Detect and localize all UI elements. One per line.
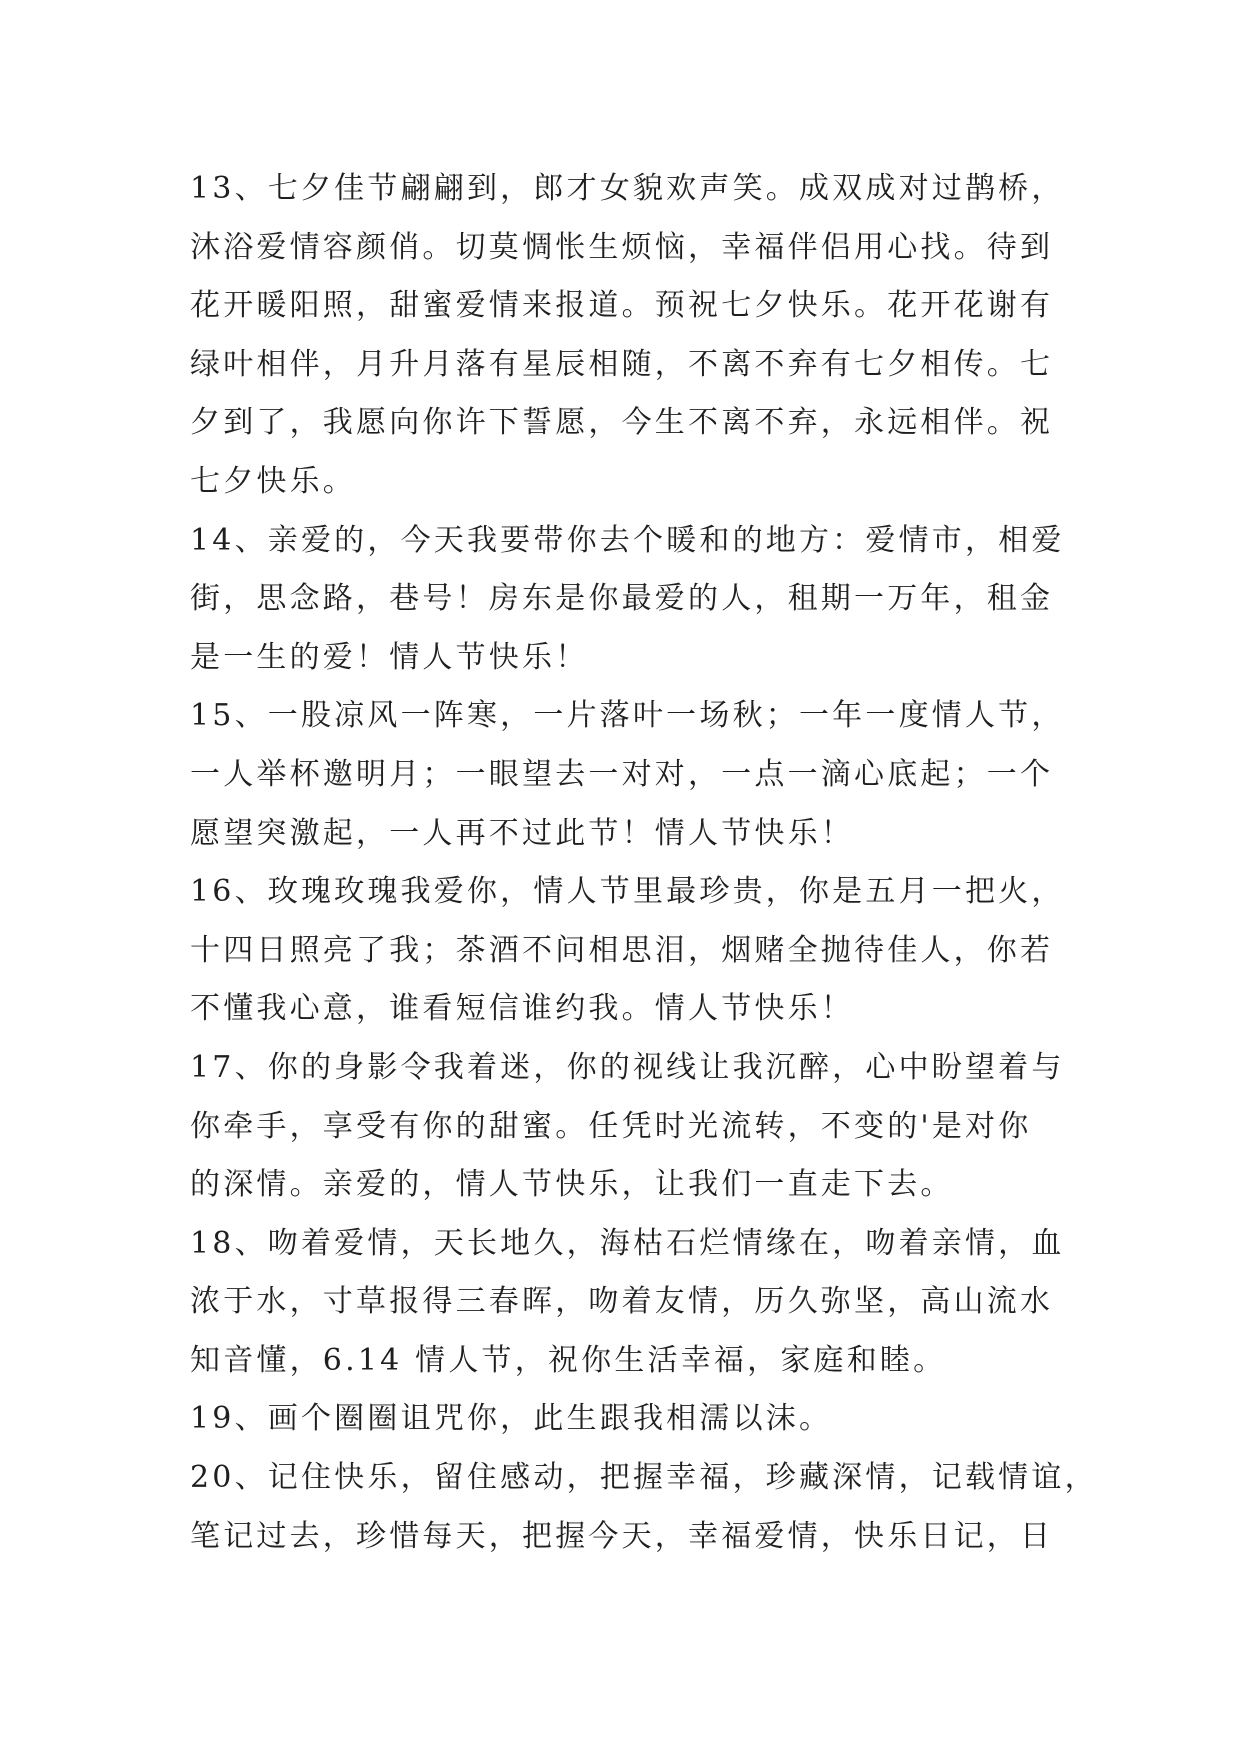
text-line: 一人举杯邀明月；一眼望去一对对，一点一滴心底起；一个 [190, 756, 1054, 792]
text-line: 13、七夕佳节翩翩到，郎才女貌欢声笑。成双成对过鹊桥， [190, 171, 1065, 206]
text-line: 19、画个圈圈诅咒你，此生跟我相濡以沫。 [190, 1401, 833, 1437]
text-line: 17、你的身影令我着迷，你的视线让我沉醉，心中盼望着与 [190, 1049, 1065, 1085]
text-line: 是一生的爱！情人节快乐！ [190, 639, 589, 675]
text-line: 夕到了，我愿向你许下誓愿，今生不离不弃，永远相伴。祝 [190, 405, 1054, 441]
text-line: 知音懂，6.14 情人节，祝你生活幸福，家庭和睦。 [190, 1342, 947, 1378]
document-body [190, 160, 1098, 1566]
text-line: 不懂我心意，谁看短信谁约我。情人节快乐！ [190, 991, 854, 1027]
text-line: 18、吻着爱情，天长地久，海枯石烂情缘在，吻着亲情，血 [190, 1225, 1065, 1261]
text-line: 花开暖阳照，甜蜜爱情来报道。预祝七夕快乐。花开花谢有 [190, 288, 1054, 324]
text-line: 的深情。亲爱的，情人节快乐，让我们一直走下去。 [190, 1167, 954, 1203]
text-line: 十四日照亮了我；茶酒不问相思泪，烟赌全抛待佳人，你若 [190, 932, 1054, 968]
text-line: 16、玫瑰玫瑰我爱你，情人节里最珍贵，你是五月一把火， [190, 874, 1065, 910]
text-line: 浓于水，寸草报得三春晖，吻着友情，历久弥坚，高山流水 [190, 1284, 1054, 1320]
text-line: 沐浴爱情容颜俏。切莫惆怅生烦恼，幸福伴侣用心找。待到 [190, 229, 1054, 265]
text-line: 笔记过去，珍惜每天，把握今天，幸福爱情，快乐日记，日 [190, 1518, 1054, 1554]
text-line: 街，思念路，巷号！房东是你最爱的人，租期一万年，租金 [190, 581, 1054, 617]
text-line: 七夕快乐。 [190, 463, 356, 499]
text-line: 你牵手，享受有你的甜蜜。任凭时光流转，不变的'是对你 [190, 1108, 1032, 1144]
text-line: 绿叶相伴，月升月落有星辰相随，不离不弃有七夕相传。七 [190, 346, 1054, 382]
text-line: 15、一股凉风一阵寒，一片落叶一场秋；一年一度情人节， [190, 698, 1065, 734]
text-line: 20、记住快乐，留住感动，把握幸福，珍藏深情，记载情谊， [190, 1460, 1098, 1496]
text-line: 14、亲爱的，今天我要带你去个暖和的地方：爱情市，相爱 [190, 522, 1065, 558]
text-line: 愿望突激起，一人再不过此节！情人节快乐！ [190, 815, 854, 851]
